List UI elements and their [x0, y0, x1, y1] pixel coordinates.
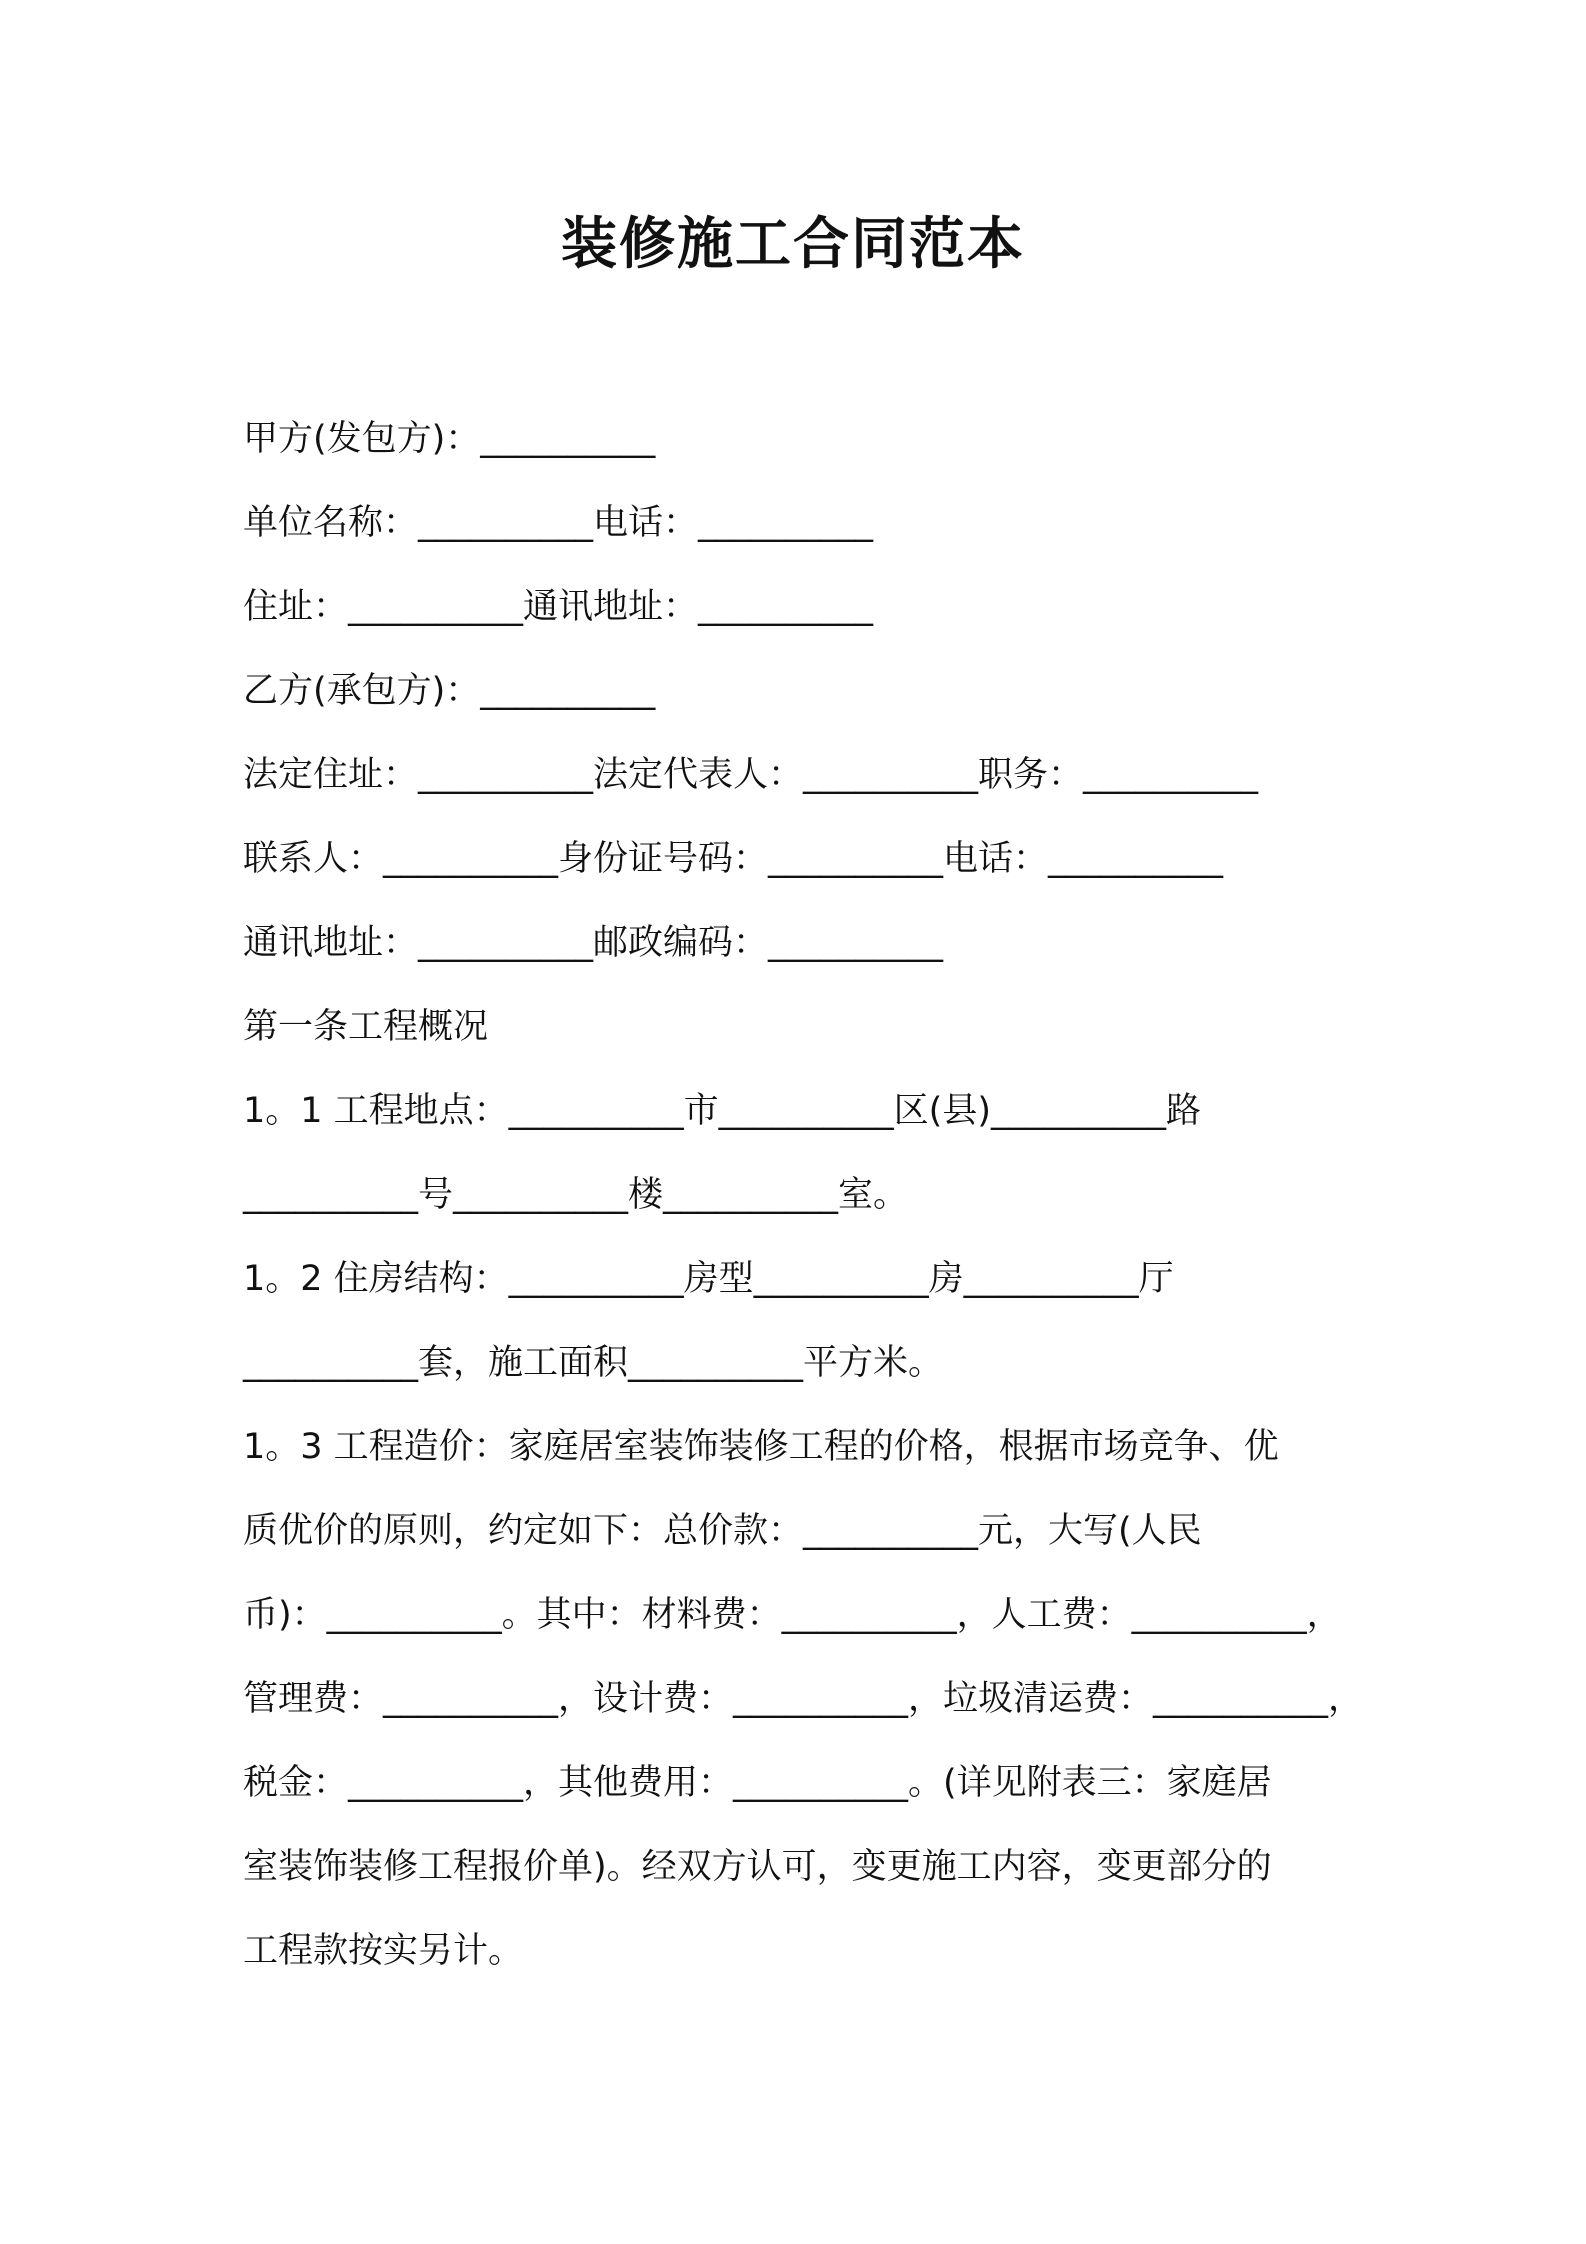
- clause-1-1-line-2: __________号__________楼__________室。: [243, 1175, 909, 1215]
- document-title: 装修施工合同范本: [561, 212, 1025, 277]
- party-b-legal-line: 法定住址：__________法定代表人：__________职务：__________: [243, 755, 1259, 795]
- clause-1-3-line-2: 质优价的原则，约定如下：总价款：__________元，大写(人民: [243, 1511, 1202, 1551]
- party-a-line: 甲方(发包方)：__________: [243, 419, 656, 459]
- clause-1-3-line-1: 1。3 工程造价：家庭居室装饰装修工程的价格，根据市场竞争、优: [243, 1427, 1279, 1467]
- clause-1-3-line-3: 币)：__________。其中：材料费：__________，人工费：__________，: [243, 1595, 1342, 1635]
- clause-1-2-line-2: __________套，施工面积__________平方米。: [243, 1343, 944, 1383]
- clause-1-3-line-4: 管理费：__________，设计费：__________，垃圾清运费：__________，: [243, 1679, 1364, 1719]
- clause-1-3-line-5: 税金：__________，其他费用：__________。(详见附表三：家庭居: [243, 1763, 1272, 1803]
- clause-1-2-line-1: 1。2 住房结构：__________房型__________房__________厅: [243, 1259, 1174, 1299]
- clause-1-3-line-6: 室装饰装修工程报价单)。经双方认可，变更施工内容，变更部分的: [243, 1847, 1272, 1887]
- party-a-unit-phone-line: 单位名称：__________电话：__________: [243, 503, 874, 543]
- party-b-line: 乙方(承包方)：__________: [243, 671, 656, 711]
- clause-1-1-line-1: 1。1 工程地点：__________市__________区(县)__________路: [243, 1091, 1201, 1131]
- section-heading: 第一条工程概况: [243, 1007, 489, 1047]
- party-b-contact-line: 联系人：__________身份证号码：__________电话：__________: [243, 839, 1224, 879]
- party-a-address-line: 住址：__________通讯地址：__________: [243, 587, 874, 627]
- clause-1-3-line-7: 工程款按实另计。: [243, 1931, 524, 1971]
- party-b-address-line: 通讯地址：__________邮政编码：__________: [243, 923, 944, 963]
